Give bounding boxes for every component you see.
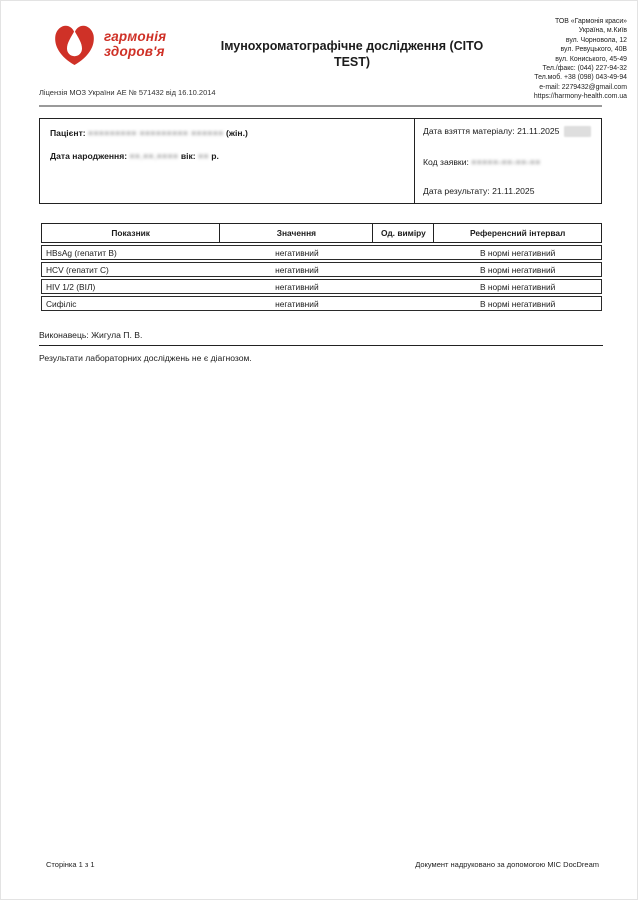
heart-drop-icon xyxy=(51,21,98,67)
indicator-cell: HCV (гепатит C) xyxy=(46,264,109,275)
request-cell xyxy=(414,119,601,203)
indicator-cell: Сифіліс xyxy=(46,298,77,309)
contact-line-country: Україна, м.Київ xyxy=(578,27,627,35)
reference-cell: В нормі негативний xyxy=(479,298,556,309)
disclaimer-text: Результати лабораторних досліджень не є діагнозом. xyxy=(39,353,252,363)
logo xyxy=(51,21,166,67)
age-label: вік: xyxy=(180,151,196,161)
contact-line-address3: вул. Кониського, 45-49 xyxy=(555,55,627,63)
age-suffix: р. xyxy=(211,151,219,161)
reference-cell: В нормі негативний xyxy=(479,247,556,258)
contact-line-website: https://harmony-health.com.ua xyxy=(533,93,627,101)
value-cell: негативний xyxy=(275,298,319,309)
material-date-label: Дата взяття матеріалу: xyxy=(423,126,515,136)
contact-line-address1: вул. Чорновола, 12 xyxy=(565,36,627,44)
header-reference: Референсний інтервал xyxy=(470,228,566,238)
result-date-value: 21.11.2025 xyxy=(492,185,535,196)
contact-line-email: e-mail: 2279432@gmail.com xyxy=(539,83,627,91)
request-code-label: Код заявки: xyxy=(423,156,469,167)
reference-cell: В нормі негативний xyxy=(479,281,556,292)
table-row-hbsag xyxy=(41,245,602,260)
patient-name-row xyxy=(50,128,404,138)
material-date-row xyxy=(423,126,593,137)
material-time-redacted-box xyxy=(564,126,591,137)
reference-cell: В нормі негативний xyxy=(479,264,556,275)
age-redacted: ×× xyxy=(198,151,209,161)
material-date-value: 21.11.2025 xyxy=(517,126,560,136)
value-cell: негативний xyxy=(275,247,319,258)
license-text: Ліцензія МОЗ України АЕ № 571432 від 16.10.2014 xyxy=(39,88,216,97)
logo-text-line2: здоров'я xyxy=(104,44,165,59)
request-code-row xyxy=(423,157,593,167)
header-divider xyxy=(39,105,602,107)
indicator-cell: HBsAg (гепатит B) xyxy=(46,247,117,258)
patient-info-box xyxy=(39,118,602,204)
patient-birth-row xyxy=(50,151,404,161)
header-value: Значення xyxy=(220,224,373,242)
birth-date-label: Дата народження: xyxy=(50,151,128,161)
result-date-row xyxy=(423,186,593,196)
footer-printed-by: Документ надруковано за допомогою MIC DocDream xyxy=(415,860,599,869)
results-table xyxy=(41,223,602,311)
request-code-redacted: ×××××-××-××-×× xyxy=(471,156,541,167)
result-date-label: Дата результату: xyxy=(423,185,490,196)
contact-line-phone-mobile: Тел.моб. +38 (098) 043-49-94 xyxy=(534,74,627,82)
contact-line-company: ТОВ «Гармонія краси» xyxy=(555,18,627,25)
table-row-syphilis xyxy=(41,296,602,311)
performer-text: Виконавець: Жигула П. В. xyxy=(39,330,143,340)
table-row-hiv xyxy=(41,279,602,294)
patient-name-redacted: ××××××××× ××××××××× ×××××× xyxy=(88,128,224,138)
performer-divider xyxy=(39,345,603,346)
performer-block xyxy=(39,330,603,363)
patient-label: Пацієнт: xyxy=(50,128,86,138)
footer-page-number: Сторінка 1 з 1 xyxy=(46,860,95,869)
contact-line-address2: вул. Ревуцького, 40В xyxy=(560,46,627,54)
logo-text-line1: гармонія xyxy=(104,29,167,44)
patient-sex: (жін.) xyxy=(226,128,248,138)
table-header-row xyxy=(41,223,602,243)
contact-line-phone-fax: Тел./факс: (044) 227-94-32 xyxy=(542,65,627,73)
header-indicator: Показник xyxy=(42,224,220,242)
table-row-hcv xyxy=(41,262,602,277)
header-unit: Од. виміру xyxy=(373,224,434,242)
indicator-cell: HIV 1/2 (ВІЛ) xyxy=(46,281,96,292)
contact-block xyxy=(534,17,627,102)
logo-text xyxy=(104,29,166,59)
patient-cell xyxy=(40,119,414,203)
page-title: Імунохроматографічне дослідження (CITO TEST) xyxy=(220,39,484,69)
birth-date-redacted: ××.××.×××× xyxy=(129,151,179,161)
value-cell: негативний xyxy=(275,281,319,292)
value-cell: негативний xyxy=(275,264,319,275)
